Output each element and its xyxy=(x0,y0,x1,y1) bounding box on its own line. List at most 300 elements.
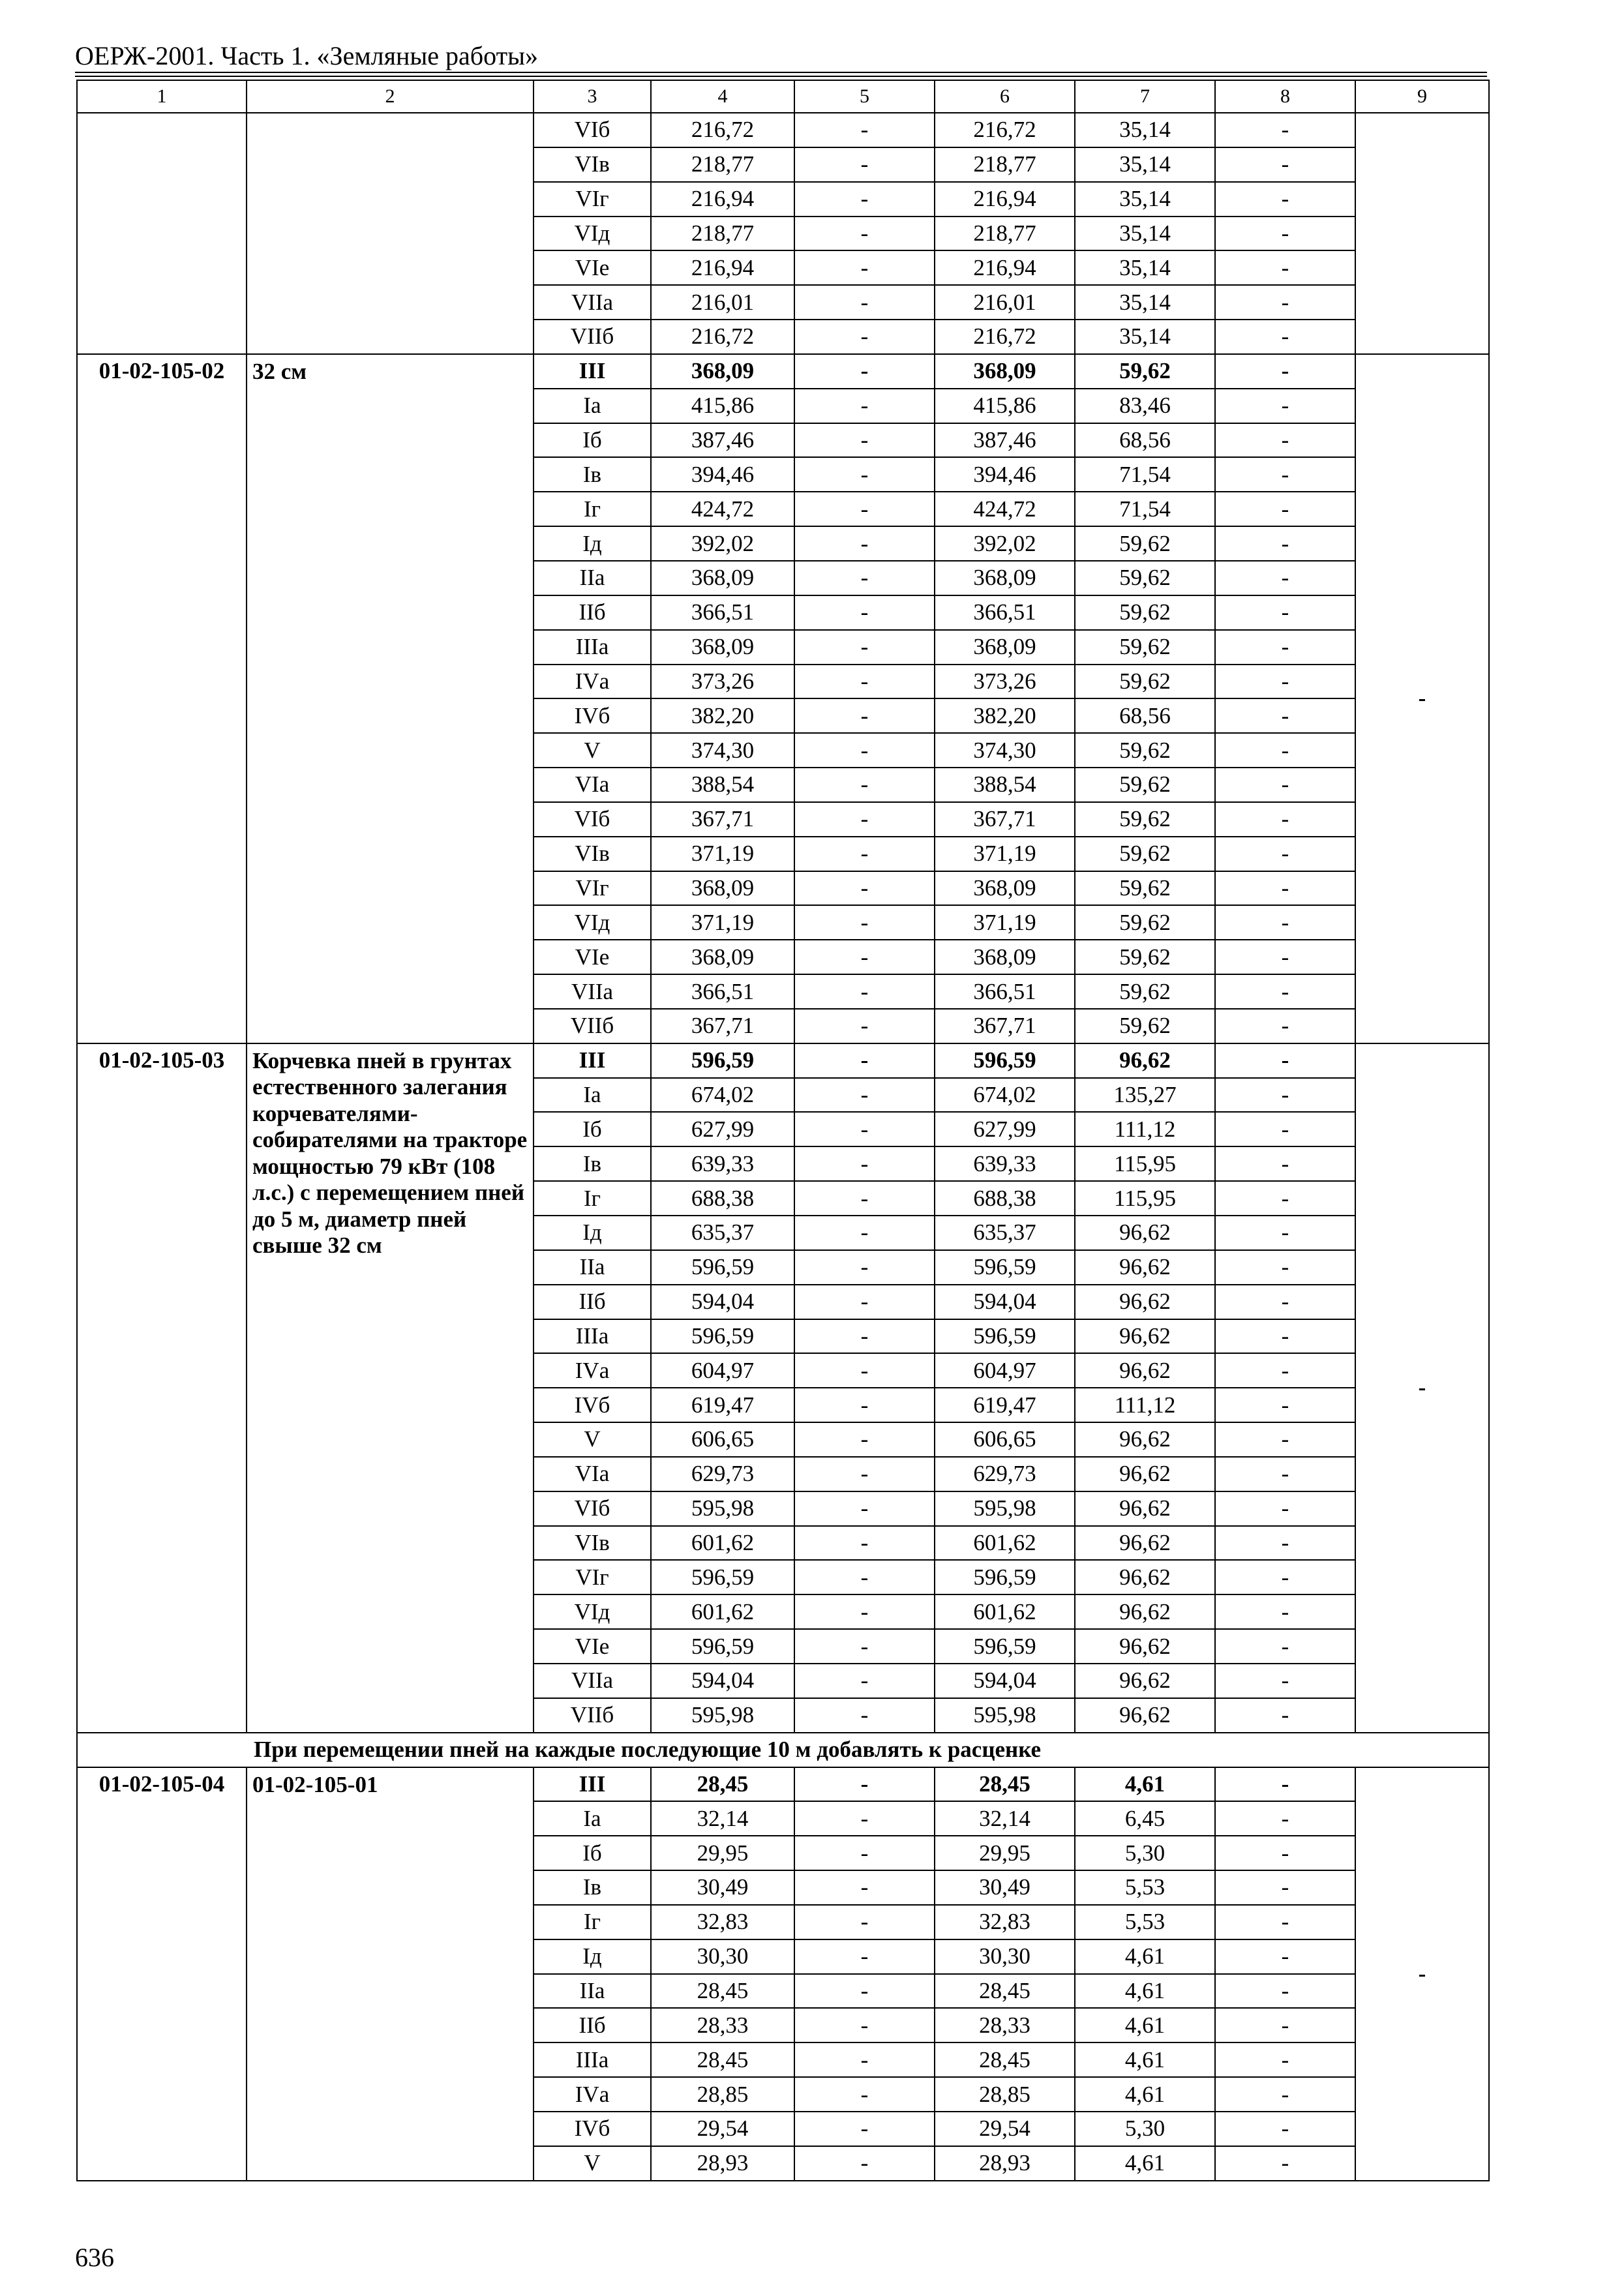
machine-cost-cell: 394,46 xyxy=(935,457,1075,492)
machine-cost-cell: 216,72 xyxy=(935,320,1075,354)
materials-cell: - xyxy=(1215,1905,1355,1939)
soil-group-cell: VIг xyxy=(534,871,651,906)
total-cost-cell: 596,59 xyxy=(651,1560,794,1594)
total-cost-cell: 28,85 xyxy=(651,2077,794,2112)
machinist-pay-cell: 6,45 xyxy=(1075,1801,1215,1836)
soil-group-cell: Iв xyxy=(534,1870,651,1905)
total-cost-cell: 29,54 xyxy=(651,2112,794,2146)
materials-cell: - xyxy=(1215,1353,1355,1388)
total-cost-cell: 601,62 xyxy=(651,1526,794,1561)
worker-pay-cell: - xyxy=(794,1146,935,1181)
soil-group-cell: III xyxy=(534,1767,651,1802)
soil-group-cell: Iб xyxy=(534,423,651,458)
materials-cell: - xyxy=(1215,1388,1355,1422)
soil-group-cell: IIб xyxy=(534,2008,651,2042)
worker-pay-cell: - xyxy=(794,182,935,217)
machine-cost-cell: 596,59 xyxy=(935,1629,1075,1664)
materials-cell: - xyxy=(1215,1009,1355,1043)
soil-group-cell: VIв xyxy=(534,837,651,871)
machine-cost-cell: 366,51 xyxy=(935,595,1075,630)
soil-group-cell: VIб xyxy=(534,802,651,837)
machinist-pay-cell: 35,14 xyxy=(1075,217,1215,251)
machine-cost-cell: 688,38 xyxy=(935,1181,1075,1216)
total-cost-cell: 635,37 xyxy=(651,1216,794,1250)
total-cost-cell: 606,65 xyxy=(651,1422,794,1457)
machine-cost-cell: 28,45 xyxy=(935,1974,1075,2009)
column-number-row xyxy=(77,80,1489,113)
total-cost-cell: 394,46 xyxy=(651,457,794,492)
materials-cell: - xyxy=(1215,665,1355,699)
total-cost-cell: 387,46 xyxy=(651,423,794,458)
machine-cost-cell: 601,62 xyxy=(935,1594,1075,1629)
soil-group-cell: Iг xyxy=(534,1181,651,1216)
total-cost-cell: 32,14 xyxy=(651,1801,794,1836)
machine-cost-cell: 216,94 xyxy=(935,250,1075,285)
machine-cost-cell: 424,72 xyxy=(935,492,1075,526)
note-text: При перемещении пней на каждые последующие 10 м добавлять к расценке xyxy=(77,1733,1489,1767)
soil-group-cell: V xyxy=(534,2146,651,2181)
soil-group-cell: V xyxy=(534,733,651,768)
machine-cost-cell: 368,09 xyxy=(935,561,1075,595)
total-cost-cell: 366,51 xyxy=(651,974,794,1009)
soil-group-cell: IVа xyxy=(534,665,651,699)
soil-group-cell: VIб xyxy=(534,113,651,147)
machinist-pay-cell: 59,62 xyxy=(1075,871,1215,906)
machine-cost-cell: 28,93 xyxy=(935,2146,1075,2181)
materials-cell: - xyxy=(1215,1319,1355,1354)
worker-pay-cell: - xyxy=(794,974,935,1009)
machine-cost-cell: 594,04 xyxy=(935,1664,1075,1698)
machinist-pay-cell: 135,27 xyxy=(1075,1078,1215,1113)
total-cost-cell: 368,09 xyxy=(651,561,794,595)
materials-cell: - xyxy=(1215,768,1355,802)
materials-cell: - xyxy=(1215,354,1355,389)
machine-cost-cell: 595,98 xyxy=(935,1491,1075,1526)
machinist-pay-cell: 35,14 xyxy=(1075,113,1215,147)
materials-cell: - xyxy=(1215,2146,1355,2181)
machinist-pay-cell: 96,62 xyxy=(1075,1664,1215,1698)
worker-pay-cell: - xyxy=(794,1457,935,1491)
machine-cost-cell: 604,97 xyxy=(935,1353,1075,1388)
worker-pay-cell: - xyxy=(794,1939,935,1974)
materials-cell: - xyxy=(1215,1939,1355,1974)
machinist-pay-cell: 96,62 xyxy=(1075,1594,1215,1629)
worker-pay-cell: - xyxy=(794,1388,935,1422)
materials-cell: - xyxy=(1215,457,1355,492)
worker-pay-cell: - xyxy=(794,802,935,837)
materials-cell: - xyxy=(1215,1594,1355,1629)
column-number: 2 xyxy=(247,80,534,113)
labor-cell: - xyxy=(1355,354,1489,1043)
materials-cell: - xyxy=(1215,630,1355,665)
machine-cost-cell: 30,49 xyxy=(935,1870,1075,1905)
column-number: 5 xyxy=(794,80,935,113)
materials-cell: - xyxy=(1215,940,1355,974)
soil-group-cell: IIа xyxy=(534,561,651,595)
soil-group-cell: VIг xyxy=(534,182,651,217)
machine-cost-cell: 367,71 xyxy=(935,1009,1075,1043)
machinist-pay-cell: 59,62 xyxy=(1075,802,1215,837)
worker-pay-cell: - xyxy=(794,1767,935,1802)
soil-group-cell: IIIа xyxy=(534,1319,651,1354)
soil-group-cell: IVб xyxy=(534,1388,651,1422)
worker-pay-cell: - xyxy=(794,768,935,802)
soil-group-cell: Iв xyxy=(534,457,651,492)
column-number: 7 xyxy=(1075,80,1215,113)
machine-cost-cell: 371,19 xyxy=(935,905,1075,940)
soil-group-cell: Iб xyxy=(534,1112,651,1146)
materials-cell: - xyxy=(1215,1526,1355,1561)
machine-cost-cell: 595,98 xyxy=(935,1698,1075,1733)
page-number: 636 xyxy=(75,2243,114,2272)
worker-pay-cell: - xyxy=(794,492,935,526)
machine-cost-cell: 594,04 xyxy=(935,1285,1075,1319)
machinist-pay-cell: 59,62 xyxy=(1075,837,1215,871)
machine-cost-cell: 635,37 xyxy=(935,1216,1075,1250)
materials-cell: - xyxy=(1215,1629,1355,1664)
worker-pay-cell: - xyxy=(794,1629,935,1664)
machine-cost-cell: 387,46 xyxy=(935,423,1075,458)
materials-cell: - xyxy=(1215,871,1355,906)
worker-pay-cell: - xyxy=(794,1526,935,1561)
machinist-pay-cell: 35,14 xyxy=(1075,250,1215,285)
worker-pay-cell: - xyxy=(794,285,935,320)
machine-cost-cell: 216,94 xyxy=(935,182,1075,217)
worker-pay-cell: - xyxy=(794,2008,935,2042)
materials-cell: - xyxy=(1215,526,1355,561)
materials-cell: - xyxy=(1215,974,1355,1009)
worker-pay-cell: - xyxy=(794,2042,935,2077)
worker-pay-cell: - xyxy=(794,595,935,630)
materials-cell: - xyxy=(1215,1560,1355,1594)
soil-group-cell: VIа xyxy=(534,1457,651,1491)
materials-cell: - xyxy=(1215,561,1355,595)
total-cost-cell: 216,72 xyxy=(651,113,794,147)
soil-group-cell: VIд xyxy=(534,1594,651,1629)
soil-group-cell: III xyxy=(534,1043,651,1078)
machinist-pay-cell: 59,62 xyxy=(1075,1009,1215,1043)
total-cost-cell: 382,20 xyxy=(651,698,794,733)
soil-group-cell: VIIа xyxy=(534,1664,651,1698)
machine-cost-cell: 216,01 xyxy=(935,285,1075,320)
worker-pay-cell: - xyxy=(794,1078,935,1113)
total-cost-cell: 218,77 xyxy=(651,217,794,251)
materials-cell: - xyxy=(1215,423,1355,458)
soil-group-cell: IVб xyxy=(534,698,651,733)
total-cost-cell: 28,93 xyxy=(651,2146,794,2181)
machinist-pay-cell: 4,61 xyxy=(1075,2077,1215,2112)
machinist-pay-cell: 96,62 xyxy=(1075,1043,1215,1078)
worker-pay-cell: - xyxy=(794,1009,935,1043)
worker-pay-cell: - xyxy=(794,113,935,147)
column-number: 1 xyxy=(77,80,247,113)
machinist-pay-cell: 59,62 xyxy=(1075,665,1215,699)
worker-pay-cell: - xyxy=(794,147,935,182)
machine-cost-cell: 674,02 xyxy=(935,1078,1075,1113)
machine-cost-cell: 601,62 xyxy=(935,1526,1075,1561)
machinist-pay-cell: 5,30 xyxy=(1075,1836,1215,1870)
total-cost-cell: 366,51 xyxy=(651,595,794,630)
materials-cell: - xyxy=(1215,285,1355,320)
worker-pay-cell: - xyxy=(794,1319,935,1354)
rates-table-body xyxy=(77,80,1489,2181)
machine-cost-cell: 371,19 xyxy=(935,837,1075,871)
total-cost-cell: 601,62 xyxy=(651,1594,794,1629)
total-cost-cell: 415,86 xyxy=(651,389,794,423)
total-cost-cell: 392,02 xyxy=(651,526,794,561)
machine-cost-cell: 368,09 xyxy=(935,871,1075,906)
materials-cell: - xyxy=(1215,1664,1355,1698)
machine-cost-cell: 367,71 xyxy=(935,802,1075,837)
rates-table xyxy=(76,80,1490,2181)
machine-cost-cell: 388,54 xyxy=(935,768,1075,802)
total-cost-cell: 30,30 xyxy=(651,1939,794,1974)
materials-cell: - xyxy=(1215,733,1355,768)
machinist-pay-cell: 111,12 xyxy=(1075,1112,1215,1146)
machinist-pay-cell: 96,62 xyxy=(1075,1250,1215,1285)
materials-cell: - xyxy=(1215,250,1355,285)
worker-pay-cell: - xyxy=(794,733,935,768)
materials-cell: - xyxy=(1215,1457,1355,1491)
machinist-pay-cell: 35,14 xyxy=(1075,320,1215,354)
soil-group-cell: Iа xyxy=(534,1078,651,1113)
machine-cost-cell: 28,45 xyxy=(935,1767,1075,1802)
total-cost-cell: 216,72 xyxy=(651,320,794,354)
soil-group-cell: IIа xyxy=(534,1250,651,1285)
soil-group-cell: Iа xyxy=(534,1801,651,1836)
total-cost-cell: 619,47 xyxy=(651,1388,794,1422)
worker-pay-cell: - xyxy=(794,561,935,595)
total-cost-cell: 639,33 xyxy=(651,1146,794,1181)
machinist-pay-cell: 4,61 xyxy=(1075,2042,1215,2077)
machine-cost-cell: 366,51 xyxy=(935,974,1075,1009)
machinist-pay-cell: 59,62 xyxy=(1075,630,1215,665)
total-cost-cell: 373,26 xyxy=(651,665,794,699)
worker-pay-cell: - xyxy=(794,1905,935,1939)
rate-code-cell: 01-02-105-03 xyxy=(77,1043,247,1733)
soil-group-cell: III xyxy=(534,354,651,389)
rate-code-cell: 01-02-105-02 xyxy=(77,354,247,1043)
machine-cost-cell: 28,45 xyxy=(935,2042,1075,2077)
worker-pay-cell: - xyxy=(794,1870,935,1905)
total-cost-cell: 30,49 xyxy=(651,1870,794,1905)
total-cost-cell: 218,77 xyxy=(651,147,794,182)
worker-pay-cell: - xyxy=(794,871,935,906)
machine-cost-cell: 368,09 xyxy=(935,354,1075,389)
column-number: 8 xyxy=(1215,80,1355,113)
header-rule-top xyxy=(75,72,1487,73)
worker-pay-cell: - xyxy=(794,1801,935,1836)
materials-cell: - xyxy=(1215,320,1355,354)
machinist-pay-cell: 59,62 xyxy=(1075,526,1215,561)
machinist-pay-cell: 5,53 xyxy=(1075,1870,1215,1905)
total-cost-cell: 367,71 xyxy=(651,1009,794,1043)
total-cost-cell: 594,04 xyxy=(651,1285,794,1319)
soil-group-cell: VIIа xyxy=(534,285,651,320)
machine-cost-cell: 619,47 xyxy=(935,1388,1075,1422)
machinist-pay-cell: 71,54 xyxy=(1075,492,1215,526)
materials-cell: - xyxy=(1215,1043,1355,1078)
materials-cell: - xyxy=(1215,1112,1355,1146)
worker-pay-cell: - xyxy=(794,1112,935,1146)
materials-cell: - xyxy=(1215,1801,1355,1836)
worker-pay-cell: - xyxy=(794,1560,935,1594)
machinist-pay-cell: 59,62 xyxy=(1075,354,1215,389)
soil-group-cell: Iв xyxy=(534,1146,651,1181)
rate-description-cell: 01-02-105-01 xyxy=(247,1767,534,2181)
soil-group-cell: IVа xyxy=(534,1353,651,1388)
labor-cell: - xyxy=(1355,1043,1489,1733)
labor-cell: - xyxy=(1355,1767,1489,2181)
total-cost-cell: 367,71 xyxy=(651,802,794,837)
machine-cost-cell: 373,26 xyxy=(935,665,1075,699)
materials-cell: - xyxy=(1215,1422,1355,1457)
machine-cost-cell: 382,20 xyxy=(935,698,1075,733)
worker-pay-cell: - xyxy=(794,1216,935,1250)
machinist-pay-cell: 59,62 xyxy=(1075,940,1215,974)
total-cost-cell: 388,54 xyxy=(651,768,794,802)
total-cost-cell: 371,19 xyxy=(651,905,794,940)
column-number: 6 xyxy=(935,80,1075,113)
worker-pay-cell: - xyxy=(794,905,935,940)
materials-cell: - xyxy=(1215,2008,1355,2042)
worker-pay-cell: - xyxy=(794,423,935,458)
machine-cost-cell: 29,95 xyxy=(935,1836,1075,1870)
materials-cell: - xyxy=(1215,113,1355,147)
machinist-pay-cell: 96,62 xyxy=(1075,1491,1215,1526)
materials-cell: - xyxy=(1215,1146,1355,1181)
table-row xyxy=(77,1767,1489,1802)
machine-cost-cell: 368,09 xyxy=(935,630,1075,665)
machine-cost-cell: 368,09 xyxy=(935,940,1075,974)
total-cost-cell: 594,04 xyxy=(651,1664,794,1698)
worker-pay-cell: - xyxy=(794,1043,935,1078)
worker-pay-cell: - xyxy=(794,1181,935,1216)
worker-pay-cell: - xyxy=(794,837,935,871)
column-number: 3 xyxy=(534,80,651,113)
machine-cost-cell: 596,59 xyxy=(935,1250,1075,1285)
total-cost-cell: 28,33 xyxy=(651,2008,794,2042)
machinist-pay-cell: 96,62 xyxy=(1075,1560,1215,1594)
labor-cell xyxy=(1355,113,1489,354)
soil-group-cell: Iб xyxy=(534,1836,651,1870)
total-cost-cell: 627,99 xyxy=(651,1112,794,1146)
machinist-pay-cell: 59,62 xyxy=(1075,974,1215,1009)
soil-group-cell: VIе xyxy=(534,250,651,285)
materials-cell: - xyxy=(1215,1836,1355,1870)
machine-cost-cell: 415,86 xyxy=(935,389,1075,423)
soil-group-cell: IIIа xyxy=(534,2042,651,2077)
machine-cost-cell: 596,59 xyxy=(935,1560,1075,1594)
total-cost-cell: 596,59 xyxy=(651,1250,794,1285)
materials-cell: - xyxy=(1215,595,1355,630)
total-cost-cell: 368,09 xyxy=(651,630,794,665)
machinist-pay-cell: 59,62 xyxy=(1075,561,1215,595)
worker-pay-cell: - xyxy=(794,1422,935,1457)
machinist-pay-cell: 35,14 xyxy=(1075,147,1215,182)
machine-cost-cell: 32,14 xyxy=(935,1801,1075,1836)
soil-group-cell: IIб xyxy=(534,1285,651,1319)
table-row xyxy=(77,1043,1489,1078)
worker-pay-cell: - xyxy=(794,217,935,251)
total-cost-cell: 32,83 xyxy=(651,1905,794,1939)
materials-cell: - xyxy=(1215,389,1355,423)
machinist-pay-cell: 96,62 xyxy=(1075,1698,1215,1733)
worker-pay-cell: - xyxy=(794,2112,935,2146)
materials-cell: - xyxy=(1215,1216,1355,1250)
total-cost-cell: 688,38 xyxy=(651,1181,794,1216)
machinist-pay-cell: 35,14 xyxy=(1075,285,1215,320)
worker-pay-cell: - xyxy=(794,1664,935,1698)
total-cost-cell: 368,09 xyxy=(651,871,794,906)
machinist-pay-cell: 59,62 xyxy=(1075,595,1215,630)
soil-group-cell: VIIб xyxy=(534,1009,651,1043)
machinist-pay-cell: 68,56 xyxy=(1075,698,1215,733)
machine-cost-cell: 30,30 xyxy=(935,1939,1075,1974)
materials-cell: - xyxy=(1215,492,1355,526)
column-number: 9 xyxy=(1355,80,1489,113)
machine-cost-cell: 29,54 xyxy=(935,2112,1075,2146)
worker-pay-cell: - xyxy=(794,1594,935,1629)
soil-group-cell: VIд xyxy=(534,905,651,940)
total-cost-cell: 604,97 xyxy=(651,1353,794,1388)
machinist-pay-cell: 96,62 xyxy=(1075,1629,1215,1664)
note-row xyxy=(77,1733,1489,1767)
worker-pay-cell: - xyxy=(794,940,935,974)
table-row xyxy=(77,113,1489,147)
materials-cell: - xyxy=(1215,1870,1355,1905)
materials-cell: - xyxy=(1215,1698,1355,1733)
materials-cell: - xyxy=(1215,1250,1355,1285)
materials-cell: - xyxy=(1215,182,1355,217)
machinist-pay-cell: 4,61 xyxy=(1075,1939,1215,1974)
rate-code-cell xyxy=(77,113,247,354)
machinist-pay-cell: 115,95 xyxy=(1075,1181,1215,1216)
header-rule-bottom xyxy=(75,76,1487,77)
materials-cell: - xyxy=(1215,1078,1355,1113)
rate-description-cell: Корчевка пней в грунтах естественного залегания корчевателями-собирателями на тракторе мощностью 79 кВт (108 л.с.) с перемещением пней до 5 м, диаметр пней свыше 32 см xyxy=(247,1043,534,1733)
soil-group-cell: IIа xyxy=(534,1974,651,2009)
soil-group-cell: IIIа xyxy=(534,630,651,665)
machinist-pay-cell: 115,95 xyxy=(1075,1146,1215,1181)
soil-group-cell: IIб xyxy=(534,595,651,630)
worker-pay-cell: - xyxy=(794,1353,935,1388)
machinist-pay-cell: 83,46 xyxy=(1075,389,1215,423)
machine-cost-cell: 629,73 xyxy=(935,1457,1075,1491)
materials-cell: - xyxy=(1215,217,1355,251)
machine-cost-cell: 596,59 xyxy=(935,1319,1075,1354)
total-cost-cell: 596,59 xyxy=(651,1629,794,1664)
soil-group-cell: V xyxy=(534,1422,651,1457)
machinist-pay-cell: 71,54 xyxy=(1075,457,1215,492)
machinist-pay-cell: 59,62 xyxy=(1075,733,1215,768)
worker-pay-cell: - xyxy=(794,354,935,389)
worker-pay-cell: - xyxy=(794,665,935,699)
total-cost-cell: 216,01 xyxy=(651,285,794,320)
machine-cost-cell: 218,77 xyxy=(935,147,1075,182)
machinist-pay-cell: 4,61 xyxy=(1075,1767,1215,1802)
materials-cell: - xyxy=(1215,2112,1355,2146)
materials-cell: - xyxy=(1215,1285,1355,1319)
machinist-pay-cell: 96,62 xyxy=(1075,1422,1215,1457)
column-number: 4 xyxy=(651,80,794,113)
worker-pay-cell: - xyxy=(794,1491,935,1526)
machine-cost-cell: 28,85 xyxy=(935,2077,1075,2112)
worker-pay-cell: - xyxy=(794,1698,935,1733)
total-cost-cell: 674,02 xyxy=(651,1078,794,1113)
machine-cost-cell: 218,77 xyxy=(935,217,1075,251)
total-cost-cell: 368,09 xyxy=(651,354,794,389)
